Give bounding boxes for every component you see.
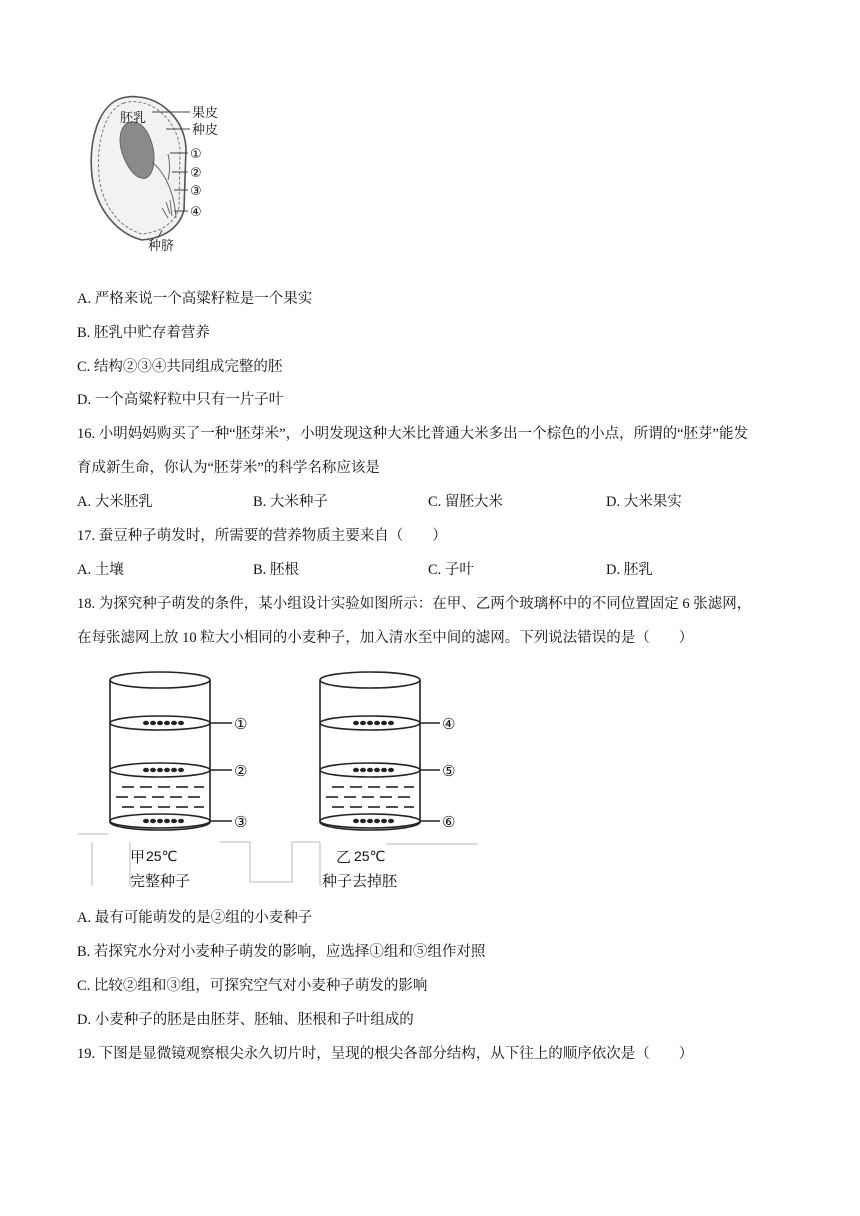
label-endosperm: 胚乳 [120,110,147,125]
label-n3: ③ [190,183,202,198]
label-group-4: ④ [442,716,456,733]
label-group-6: ⑥ [442,814,456,831]
q16-option-b: B. 大米种子 [253,494,328,510]
q17-option-c: C. 子叶 [428,562,474,578]
q17-option-d: D. 胚乳 [606,562,653,578]
q16-option-a: A. 大米胚乳 [77,494,153,510]
q15-option-b: B. 胚乳中贮存着营养 [77,325,210,341]
label-hilum: 种脐 [148,238,175,253]
cup-yi [320,672,420,830]
cup-jia-caption: 完整种子 [130,873,191,890]
cup-yi-temp: 25℃ [354,848,386,864]
q18-option-b: B. 若探究水分对小麦种子萌发的影响，应选择①组和⑤组作对照 [77,944,486,960]
seed-germination-experiment-diagram [74,664,484,896]
label-group-5: ⑤ [442,763,456,780]
q18-stem-line2: 在每张滤网上放 10 粒大小相同的小麦种子，加入清水至中间的滤网。下列说法错误的是（ ） [77,630,694,646]
label-pericarp: 果皮 [192,105,219,120]
label-group-1: ① [234,716,248,733]
label-n2: ② [190,165,202,180]
q15-option-a: A. 严格来说一个高粱籽粒是一个果实 [77,291,313,307]
q18-option-c: C. 比较②组和③组，可探究空气对小麦种子萌发的影响 [77,978,428,994]
q16-option-d: D. 大米果实 [606,494,682,510]
label-group-3: ③ [234,814,248,831]
label-n1: ① [190,146,202,161]
cup-yi-caption: 种子去掉胚 [322,873,398,890]
label-n4: ④ [190,204,202,219]
q18-option-d: D. 小麦种子的胚是由胚芽、胚轴、胚根和子叶组成的 [77,1012,414,1028]
label-seed-coat: 种皮 [192,122,219,137]
q17-option-b: B. 胚根 [253,562,299,578]
q17-option-a: A. 土壤 [77,562,124,578]
q15-option-c: C. 结构②③④共同组成完整的胚 [77,359,283,375]
q18-option-a: A. 最有可能萌发的是②组的小麦种子 [77,910,313,926]
q19-stem: 19. 下图是显微镜观察根尖永久切片时，呈现的根尖各部分结构，从下往上的顺序依次是（ ） [77,1046,694,1062]
cup-jia [110,672,210,830]
q16-stem-line1: 16. 小明妈妈购买了一种“胚芽米”，小明发现这种大米比普通大米多出一个棕色的小点，所谓的“胚芽”能发 [77,426,748,442]
q18-stem-line1: 18. 为探究种子萌发的条件，某小组设计实验如图所示：在甲、乙两个玻璃杯中的不同位置固定 6 张滤网， [77,596,752,612]
q15-option-d: D. 一个高粱籽粒中只有一片子叶 [77,392,284,408]
cup-jia-temp: 25℃ [146,848,178,864]
label-group-2: ② [234,763,248,780]
q17-stem: 17. 蚕豆种子萌发时，所需要的营养物质主要来自（ ） [77,528,447,544]
cup-jia-name: 甲 [130,849,146,866]
cup-yi-name: 乙 [336,849,352,866]
q16-option-c: C. 留胚大米 [428,494,503,510]
sorghum-seed-diagram [78,92,238,254]
q16-stem-line2: 育成新生命，你认为“胚芽米”的科学名称应该是 [77,460,380,476]
